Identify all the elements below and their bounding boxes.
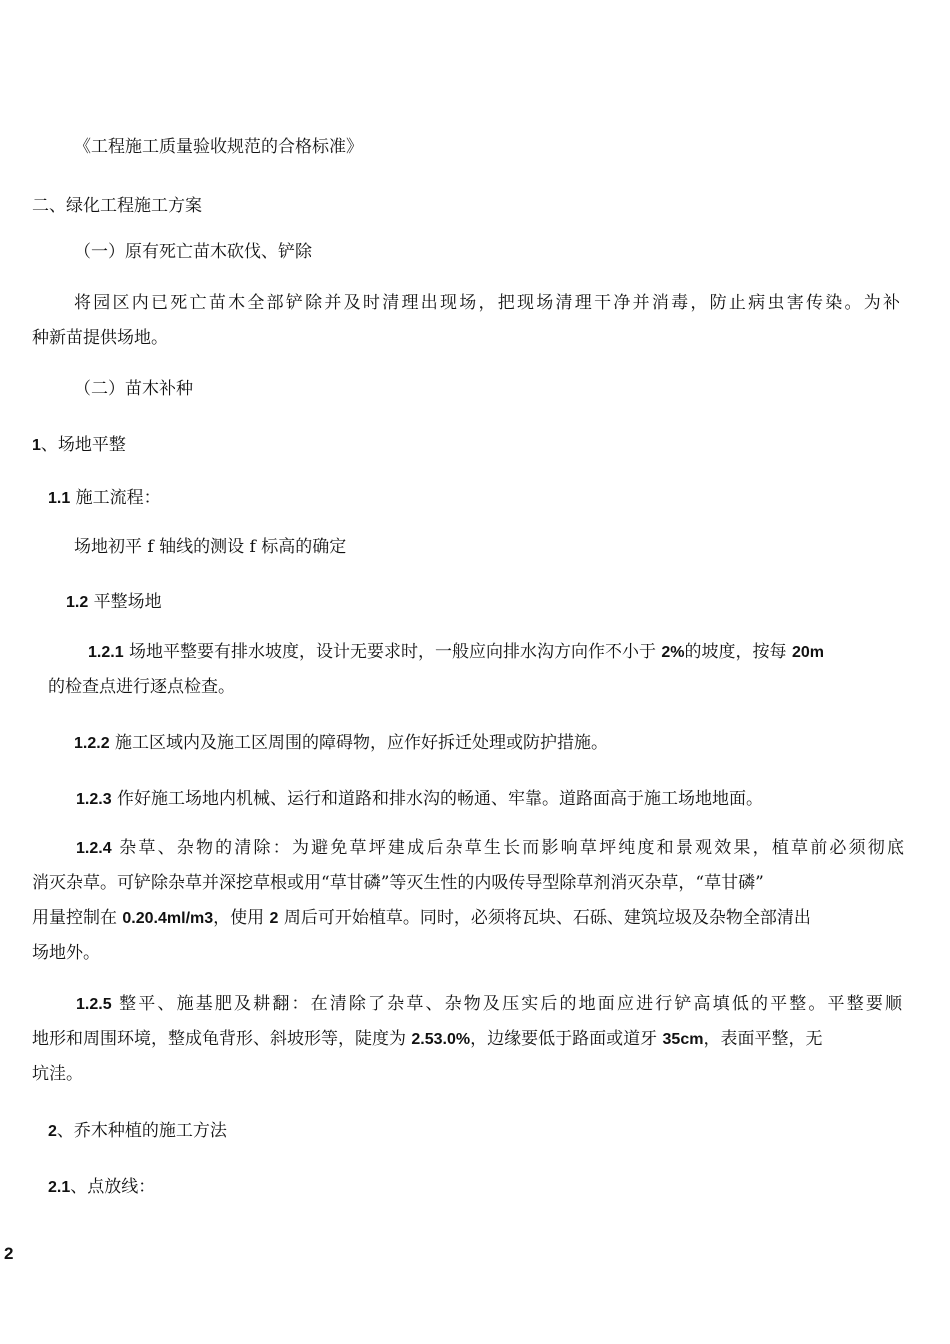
heading-number: 1 — [32, 437, 41, 454]
paragraph-1-2-1-line-2: 的检查点进行逐点检查。 — [48, 677, 235, 697]
heading-construction-flow — [48, 488, 161, 509]
heading-text: 平整场地 — [88, 592, 162, 612]
flow-steps: 场地初平 f 轴线的测设 f 标高的确定 — [74, 537, 347, 557]
weeks-value: 2 — [269, 910, 279, 927]
clause-text: 作好施工场地内机械、运行和道路和排水沟的畅通、牢靠。道路面高于施工场地地面。 — [111, 789, 763, 809]
heading-staking-out — [48, 1177, 155, 1198]
clause-text: 周后可开始植草。同时，必须将瓦块、石砾、建筑垃圾及杂物全部清出 — [278, 908, 811, 928]
slope-value: 2% — [661, 644, 685, 661]
clause-number: 1.2.3 — [76, 791, 112, 808]
clause-number: 1.2.4 — [76, 840, 112, 857]
paragraph-1-2-1-line-1 — [88, 642, 824, 663]
removal-paragraph-line-1: 将园区内已死亡苗木全部铲除并及时清理出现场，把现场清理干净并消毒，防止病虫害传染。为补 — [74, 293, 900, 313]
clause-text: 地形和周围环境，整成龟背形、斜坡形等，陡度为 — [32, 1029, 412, 1049]
heading-text: 、乔木种植的施工方法 — [56, 1121, 227, 1141]
paragraph-1-2-2 — [74, 733, 608, 754]
clause-text: ，使用 — [213, 908, 270, 928]
heading-text: 、场地平整 — [40, 435, 126, 455]
heading-text: 施工流程： — [70, 488, 161, 508]
interval-value: 20m — [791, 644, 824, 661]
clause-text: 整平、施基肥及耕翻：在清除了杂草、杂物及压实后的地面应进行铲高填低的平整。平整要顺 — [111, 994, 902, 1014]
clause-text: 杂草、杂物的清除：为避免草坪建成后杂草生长而影响草坪纯度和景观效果，植草前必须彻底 — [111, 838, 904, 858]
edge-depth-value: 35cm — [662, 1031, 704, 1048]
clause-text: 场地平整要有排水坡度，设计无要求时，一般应向排水沟方向作不小于 — [123, 642, 662, 662]
heading-site-leveling — [32, 435, 126, 456]
clause-number: 1.2.2 — [74, 735, 110, 752]
paragraph-1-2-3 — [76, 789, 763, 810]
paragraph-1-2-4-line-4: 场地外。 — [32, 943, 100, 963]
heading-number: 2 — [48, 1123, 57, 1140]
gradient-value: 2.53.0% — [411, 1031, 471, 1048]
paragraph-1-2-5-line-2 — [32, 1029, 822, 1050]
clause-text: 的坡度，按每 — [684, 642, 792, 662]
heading-text: 、点放线： — [70, 1177, 156, 1197]
clause-text: ，表面平整，无 — [703, 1029, 823, 1049]
paragraph-1-2-5-line-3: 坑洼。 — [32, 1064, 83, 1084]
heading-number: 1.2 — [66, 594, 89, 611]
clause-text: ，边缘要低于路面或道牙 — [470, 1029, 663, 1049]
clause-text: 用量控制在 — [32, 908, 123, 928]
paragraph-1-2-4-line-1 — [76, 838, 904, 859]
section-heading-greening-plan: 二、绿化工程施工方案 — [32, 196, 202, 216]
clause-number: 1.2.1 — [88, 644, 124, 661]
clause-number: 1.2.5 — [76, 996, 112, 1013]
paragraph-1-2-5-line-1 — [76, 994, 902, 1015]
standard-reference: 《工程施工质量验收规范的合格标准》 — [74, 137, 363, 157]
paragraph-1-2-4-line-2: 消灭杂草。可铲除杂草并深挖草根或用“草甘磷”等灭生性的内吸传导型除草剂消灭杂草，“草甘磷” — [32, 873, 764, 893]
subsection-heading-replanting: （二）苗木补种 — [74, 379, 193, 399]
removal-paragraph-line-2: 种新苗提供场地。 — [32, 328, 168, 348]
subsection-heading-removal: （一）原有死亡苗木砍伐、铲除 — [74, 242, 312, 262]
clause-text: 施工区域内及施工区周围的障碍物，应作好拆迁处理或防护措施。 — [109, 733, 608, 753]
heading-number: 2.1 — [48, 1179, 71, 1196]
heading-tree-planting — [48, 1121, 227, 1142]
heading-leveling-site — [66, 592, 162, 613]
paragraph-1-2-4-line-3 — [32, 908, 811, 929]
dosage-value: 0.20.4ml/m3 — [122, 910, 214, 927]
page-number: 2 — [4, 1244, 14, 1263]
heading-number: 1.1 — [48, 490, 71, 507]
